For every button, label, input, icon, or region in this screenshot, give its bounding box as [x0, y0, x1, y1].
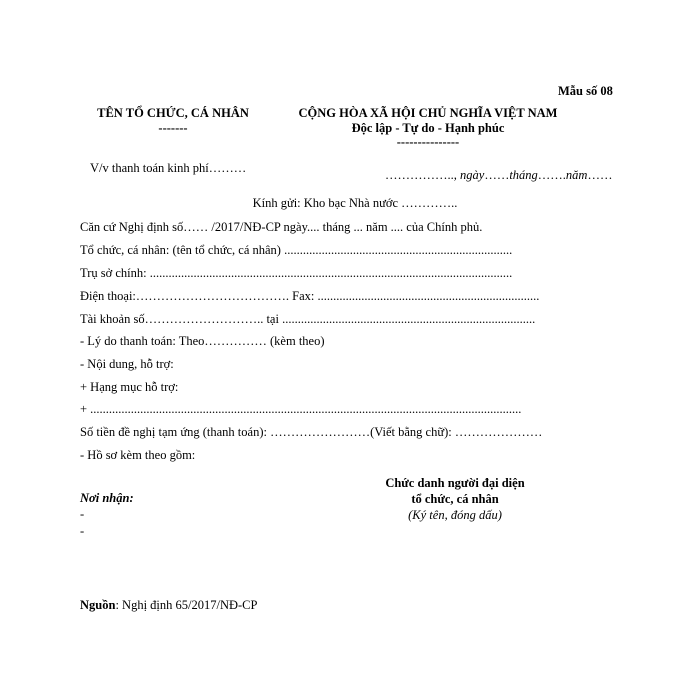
date-month-label: tháng: [509, 168, 538, 182]
body-line: Tổ chức, cá nhân: (tên tổ chức, cá nhân) .........................................................................: [80, 243, 513, 257]
recipients-item: -: [80, 507, 85, 521]
motto-divider: ---------------: [396, 135, 460, 149]
body-line: Điện thoại:………………………………. Fax: .......................................................................: [80, 289, 540, 303]
body-line: Trụ sở chính: ....................................................................................................................: [80, 266, 513, 280]
source-line: [80, 598, 257, 613]
date-month-blank: …….: [537, 168, 566, 182]
body-line: + ..........................................................................................................................................: [80, 402, 522, 416]
form-number: Mẫu số 08: [558, 84, 613, 98]
signature-title-line2: tổ chức, cá nhân: [411, 492, 499, 506]
recipient-line: Kính gửi: Kho bạc Nhà nước …………..: [252, 196, 458, 210]
body-line: Số tiền đề nghị tạm ứng (thanh toán): ……………………(Viết bằng chữ): …………………: [80, 425, 543, 439]
signature-title-line1: Chức danh người đại diện: [385, 476, 525, 490]
source-label: Nguồn: [80, 598, 116, 612]
date-year-blank: ……: [587, 168, 613, 182]
date-line: [385, 168, 612, 183]
date-year-label: năm: [565, 168, 588, 182]
org-title: TÊN TỔ CHỨC, CÁ NHÂN: [97, 106, 249, 120]
recipients-item: -: [80, 524, 85, 538]
body-line: - Nội dung, hỗ trợ:: [80, 357, 174, 371]
country-title: CỘNG HÒA XÃ HỘI CHỦ NGHĨA VIỆT NAM: [298, 106, 558, 120]
org-divider: -------: [158, 121, 188, 135]
date-day-blank: ……: [484, 168, 510, 182]
body-line: Tài khoản số……………………….. tại .................................................................................: [80, 312, 536, 326]
motto: Độc lập - Tự do - Hạnh phúc: [351, 121, 505, 135]
body-line: Căn cứ Nghị định số…… /2017/NĐ-CP ngày.... tháng ... năm .... của Chính phủ.: [80, 220, 483, 234]
signature-note: (Ký tên, đóng dấu): [408, 508, 502, 522]
date-day-label: , ngày: [453, 168, 485, 182]
source-text: : Nghị định 65/2017/NĐ-CP: [115, 598, 258, 612]
recipients-label: Nơi nhận:: [80, 491, 134, 505]
date-place: ……………..: [385, 168, 454, 182]
body-line: - Lý do thanh toán: Theo…………… (kèm theo): [80, 334, 325, 348]
body-line: - Hồ sơ kèm theo gồm:: [80, 448, 196, 462]
subject-line: V/v thanh toán kinh phí………: [90, 161, 247, 175]
body-line: + Hạng mục hỗ trợ:: [80, 380, 179, 394]
